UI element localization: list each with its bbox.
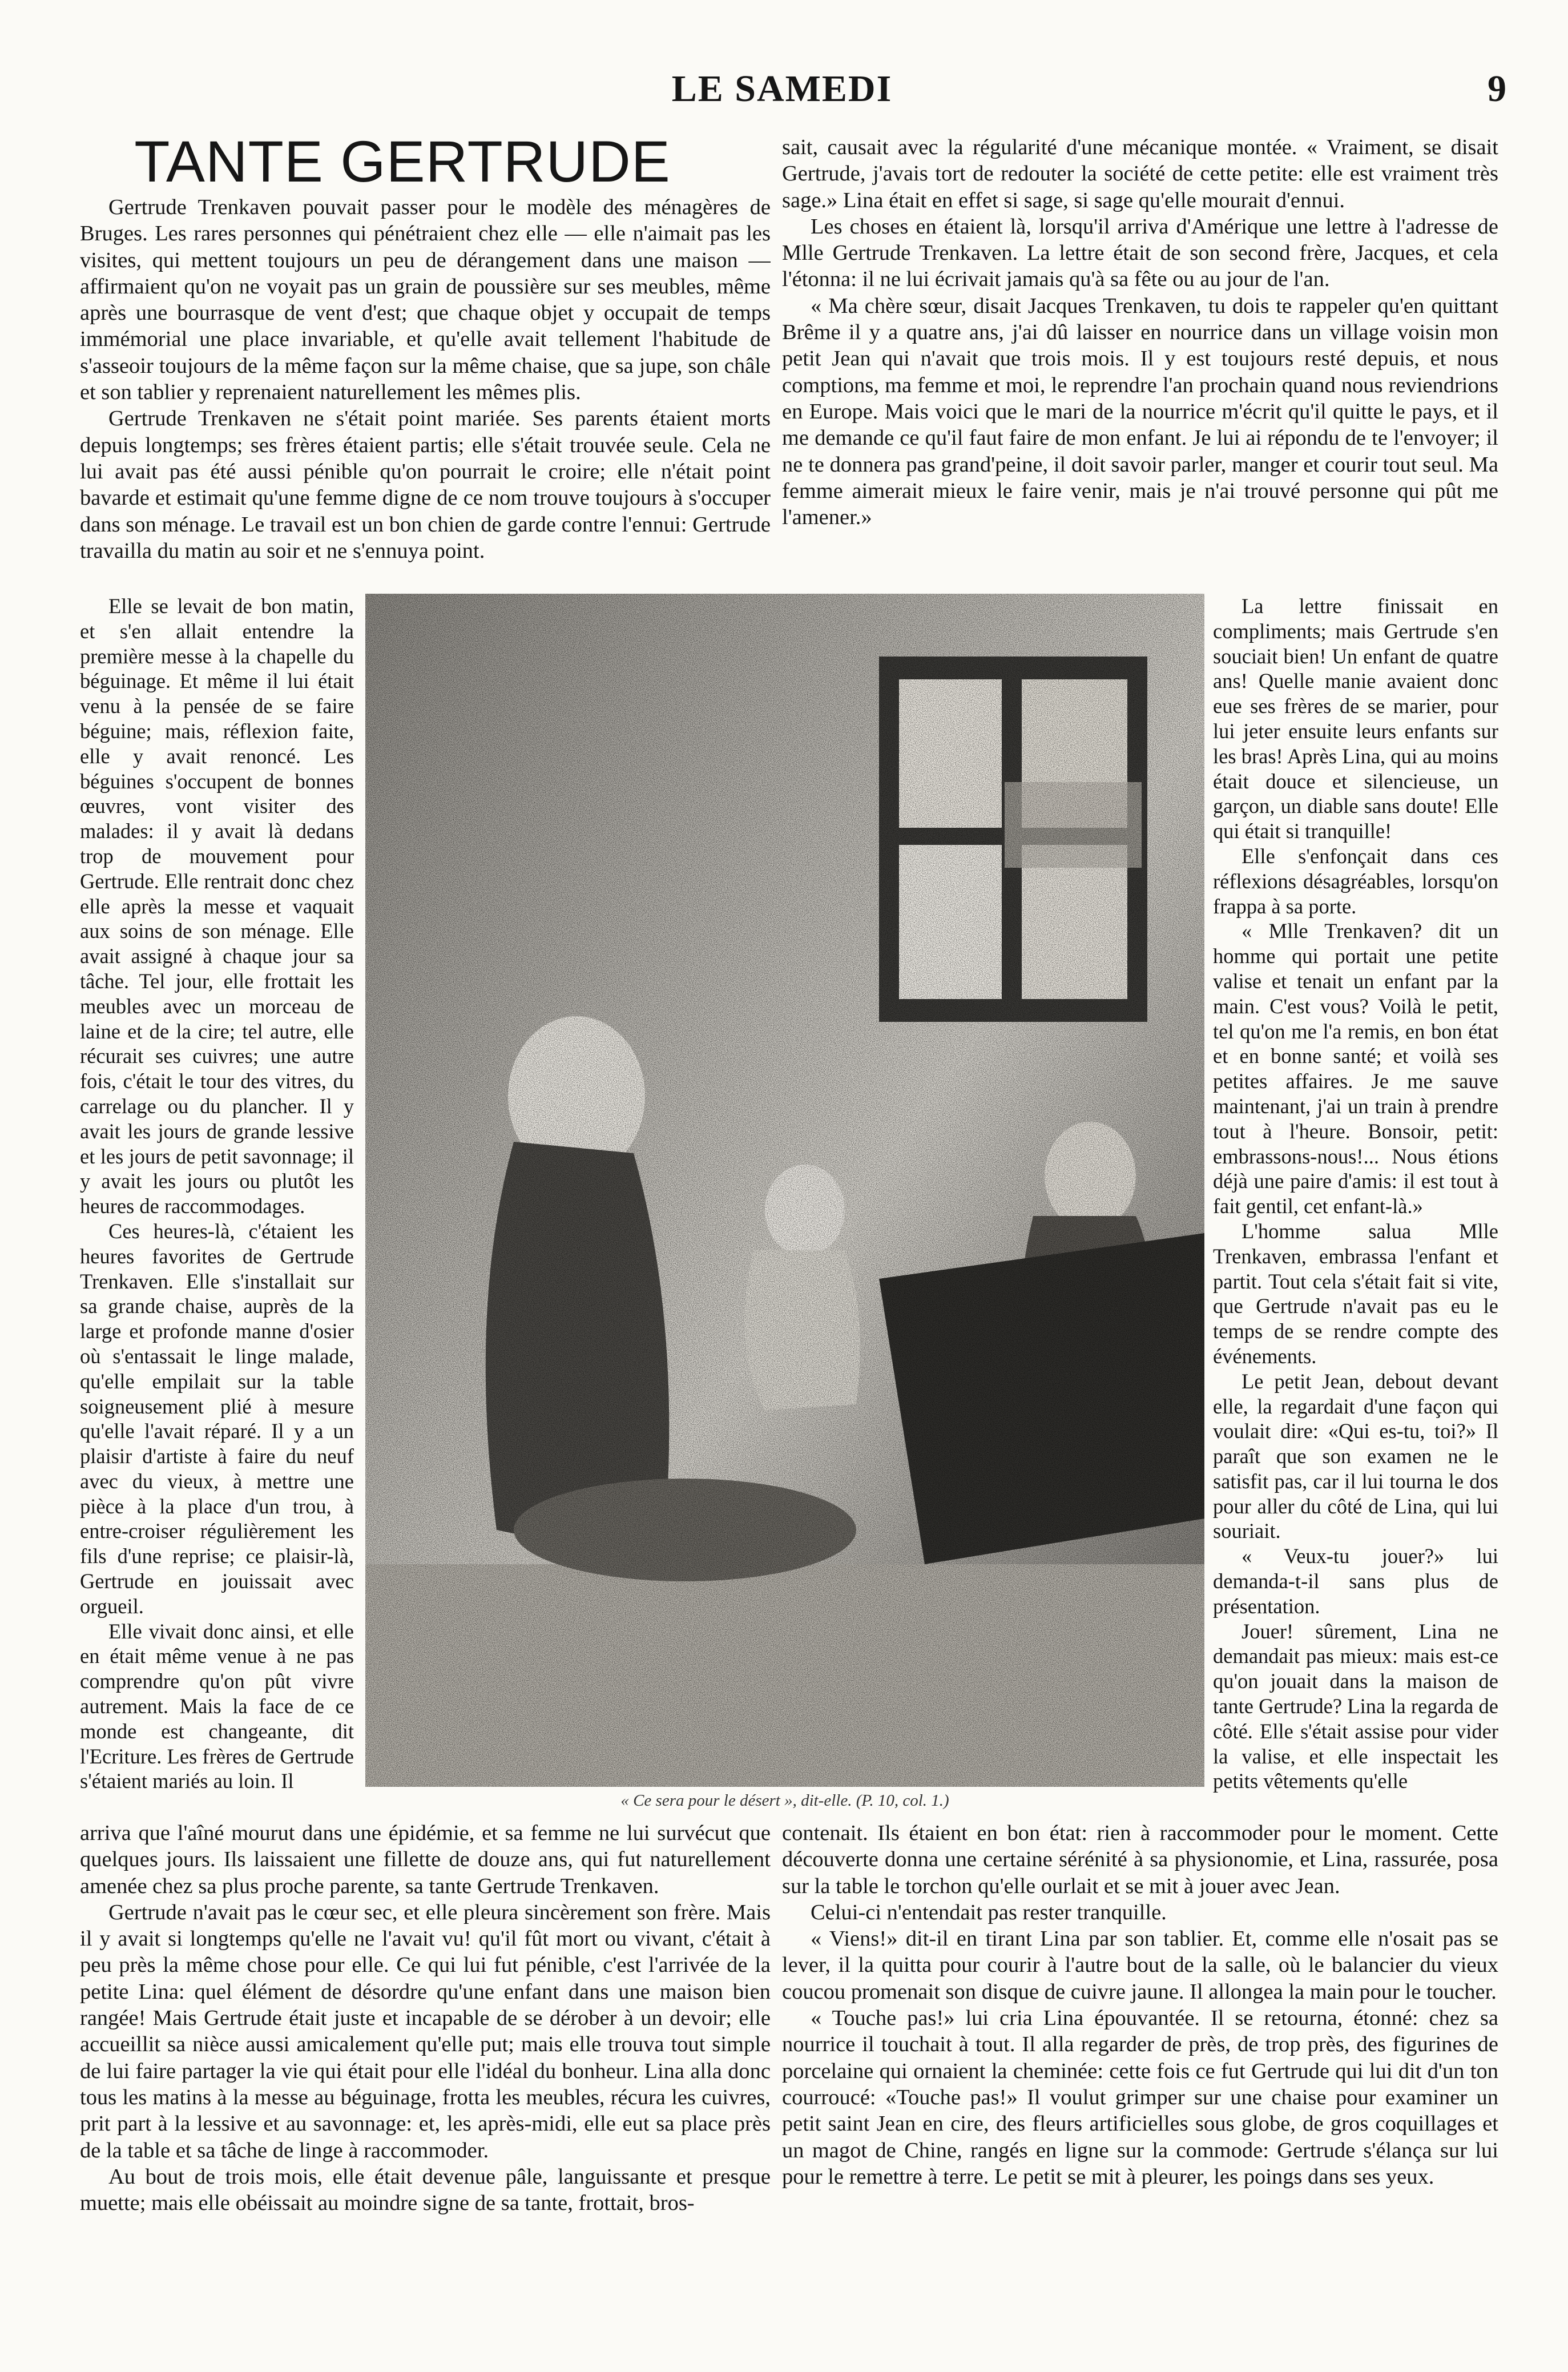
paragraph: « Viens!» dit-il en tirant Lina par son tablier. Et, comme elle n'osait pas se lever, il la quitta pour courir à l'autre bout de la salle, où le balancier du vieux coucou promenait son disque de cuivre jaune. Il allongea la main pour le toucher. [782,1927,1498,2004]
masthead: LE SAMEDI [671,68,893,110]
paragraph: « Veux-tu jouer?» lui demanda-t-il sans plus de présentation. [1213,1544,1498,1618]
paragraph: Elle s'enfonçait dans ces réflexions désagréables, lorsqu'on frappa à sa porte. [1213,844,1498,918]
article-title: TANTE GERTRUDE [134,129,671,194]
paragraph: arriva que l'aîné mourut dans une épidémie, et sa femme ne lui survécut que quelques jours. Ils laissaient une fillette de douze ans, qui fut naturellement amenée chez sa plus proche parente, sa tante Gertrude Trenkaven. [80,1821,771,1898]
paragraph: « Ma chère sœur, disait Jacques Trenkaven, tu dois te rappeler qu'en quittant Brême il y a quatre ans, j'ai dû laisser en nourrice dans un village voisin mon petit Jean qui n'avait que trois mois. Il y est toujours resté depuis, et nous comptions, ma femme et moi, le reprendre l'an prochain quand nous reviendrions en Europe. Mais voici que le mari de la nourrice m'écrit qu'il quitte le pays, et il me demande ce qu'il faut faire de mon enfant. Je lui ai répondu de te l'envoyer; il ne te donnera pas grand'peine, il doit savoir parler, manger et courir tout seul. Ma femme aimerait mieux le faire venir, mais je n'ai trouvé personne qui pût me l'amener.» [782,293,1498,530]
illustration-svg [365,594,1204,1787]
paragraph: Gertrude Trenkaven pouvait passer pour le modèle des ménagères de Bruges. Les rares personnes qui pénétraient chez elle — elle n'aimait pas les visites, qui mettent toujours un peu de dérangement dans une maison — affirmaient qu'on ne voyait pas un grain de poussière sur ses meubles, même après une bourrasque de vent d'est; que chaque objet y occupait de temps immémorial une place invariable, et qu'elle avait tellement l'habitude de s'asseoir toujours de la même façon sur la même chaise, que sa jupe, son châle et son tablier y reprenaient naturellement les mêmes plis. [80,195,771,405]
illustration-caption: « Ce sera pour le désert », dit-elle. (P. 10, col. 1.) [620,1791,949,1810]
left-column-top [80,194,771,594]
right-column-top [782,134,1498,591]
paragraph: « Mlle Trenkaven? dit un homme qui portait une petite valise et tenait un enfant par la main. C'est vous? Voilà le petit, tel qu'on me l'a remis, en bon état et en bonne santé; et voilà ses petites affaires. Je me sauve maintenant, j'ai un train à prendre tout à l'heure. Bonsoir, petit: embrassons-nous!... Nous étions déjà une paire d'amis: il est tout à fait gentil, cet enfant-là.» [1213,919,1498,1218]
paragraph: Gertrude n'avait pas le cœur sec, et elle pleura sincèrement son frère. Mais il y avait si longtemps qu'elle ne l'avait vu! qu'il fût mort ou vivant, c'était à peu près la même chose pour elle. Ce qui lui fut pénible, c'est l'arrivée de la petite Lina: quel élément de désordre qu'une enfant dans une maison bien rangée! Mais Gertrude était juste et incapable de se dérober à un devoir; elle accueillit sa nièce aussi amicalement qu'elle put; mais elle trouva tout simple de lui faire partager la vie qui était pour elle l'idéal du bonheur. Lina alla donc tous les matins à la messe au béguinage, frotta les meubles, récura les cuivres, prit part à la lessive et au savonnage: et, les après-midi, elle eut sa place près de la table et sa tâche de linge à raccommoder. [80,1900,771,2162]
paragraph: Gertrude Trenkaven ne s'était point mariée. Ses parents étaient morts depuis longtemps; ses frères étaient partis; elle s'était trouvée seule. Cela ne lui avait pas été aussi pénible qu'on pourrait le croire; elle n'était point bavarde et estimait qu'une femme digne de ce nom trouve toujours à s'occuper dans son ménage. Le travail est un bon chien de garde contre l'ennui: Gertrude travailla du matin au soir et ne s'ennuya point. [80,406,771,563]
page-header [0,0,1568,137]
paragraph: « Touche pas!» lui cria Lina épouvantée. Il se retourna, étonné: chez sa nourrice il touchait à tout. Il alla regarder de près, de trop près, des figurines de porcelaine qui ornaient la cheminée: cette fois ce fut Gertrude qui lui dit d'un ton courroucé: «Touche pas!» Il voulut grimper sur une chaise pour examiner un petit saint Jean en cire, des fleurs artificielles sous globe, de gros coquillages et un magot de Chine, rangés en ligne sur la commode: Gertrude s'élança sur lui pour le remettre à terre. Le petit se mit à pleurer, les poings dans ses yeux. [782,2006,1498,2189]
page-number: 9 [1488,68,1506,110]
left-column-bottom [80,1820,771,2357]
paragraph: Le petit Jean, debout devant elle, la regardait d'une façon qui voulait dire: «Qui es-tu, toi?» Il paraît que son examen ne le satisfit pas, car il lui tourna le dos pour aller du côté de Lina, qui lui souriait. [1213,1369,1498,1543]
paragraph: La lettre finissait en compliments; mais Gertrude s'en souciait bien! Un enfant de quatre ans! Quelle manie avaient donc eue ses frères de se marier, pour lui jeter ensuite leurs enfants sur les bras! Après Lina, qui au moins était douce et silencieuse, un garçon, un diable sans doute! Elle qui était si tranquille! [1213,594,1498,843]
right-column-narrow [1213,594,1498,1821]
paragraph: Elle se levait de bon matin, et s'en allait entendre la première messe à la chapelle du béguinage. Et même il lui était venu à la pensée de se faire béguine; mais, réflexion faite, elle y avait renoncé. Les béguines s'occupent de bonnes œuvres, vont visiter des malades: il y avait là dedans trop de mouvement pour Gertrude. Elle rentrait donc chez elle après la messe et vaquait aux soins de son ménage. Elle avait assigné à chaque jour sa tâche. Tel jour, elle frottait les meubles avec un morceau de laine et de la cire; tel autre, elle récurait ses cuivres; une autre fois, c'était le tour des vitres, du carrelage ou du plancher. Il y avait les jours de grande lessive et les jours de petit savonnage; il y avait les jours ou plutôt les heures de raccommodages. [80,594,354,1218]
paragraph: sait, causait avec la régularité d'une mécanique montée. « Vraiment, se disait Gertrude, j'avais tort de redouter la société de cette petite: elle est vraiment très sage.» Lina était en effet si sage, si sage qu'elle mourait d'ennui. [782,135,1498,212]
engraving-illustration [365,594,1204,1787]
paragraph: Les choses en étaient là, lorsqu'il arriva d'Amérique une lettre à l'adresse de Mlle Gertrude Trenkaven. La lettre était de son second frère, Jacques, et cela l'étonna: il ne lui écrivait jamais qu'à sa fête ou au jour de l'an. [782,214,1498,292]
paragraph: Ces heures-là, c'étaient les heures favorites de Gertrude Trenkaven. Elle s'installait sur sa grande chaise, auprès de la large et profonde manne d'osier où s'entassait le linge malade, qu'elle empilait sur la table soigneusement plié à mesure qu'elle l'avait réparé. Il y a un plaisir d'artiste à faire du neuf avec du vieux, à mettre une pièce à la place d'un trou, à entre-croiser régulièrement les fils d'une reprise; ce plaisir-là, Gertrude en jouissait avec orgueil. [80,1219,354,1618]
paragraph: contenait. Ils étaient en bon état: rien à raccommoder pour le moment. Cette découverte donna une certaine sérénité à sa physionomie, et Lina, rassurée, posa sur la table le torchon qu'elle ourlait et se mit à jouer avec Jean. [782,1821,1498,1898]
left-column-narrow [80,594,354,1821]
paragraph: Elle vivait donc ainsi, et elle en était même venue à ne pas comprendre qu'on pût vivre autrement. Mais la face de ce monde est changeante, dit l'Ecriture. Les frères de Gertrude s'étaient mariés au loin. Il [80,1619,354,1793]
right-column-bottom [782,1820,1498,2357]
paragraph: L'homme salua Mlle Trenkaven, embrassa l'enfant et partit. Tout cela s'était fait si vite, que Gertrude n'avait pas eu le temps de se rendre compte des événements. [1213,1219,1498,1368]
paragraph: Celui-ci n'entendait pas rester tranquille. [811,1900,1167,1924]
paragraph: Au bout de trois mois, elle était devenue pâle, languissante et presque muette; mais elle obéissait au moindre signe de sa tante, frottait, bros- [80,2164,771,2216]
paragraph: Jouer! sûrement, Lina ne demandait pas mieux: mais est-ce qu'on jouait dans la maison de tante Gertrude? Lina la regarda de côté. Elle s'était assise pour vider la valise, et elle inspectait les petits vêtements qu'elle [1213,1619,1498,1793]
